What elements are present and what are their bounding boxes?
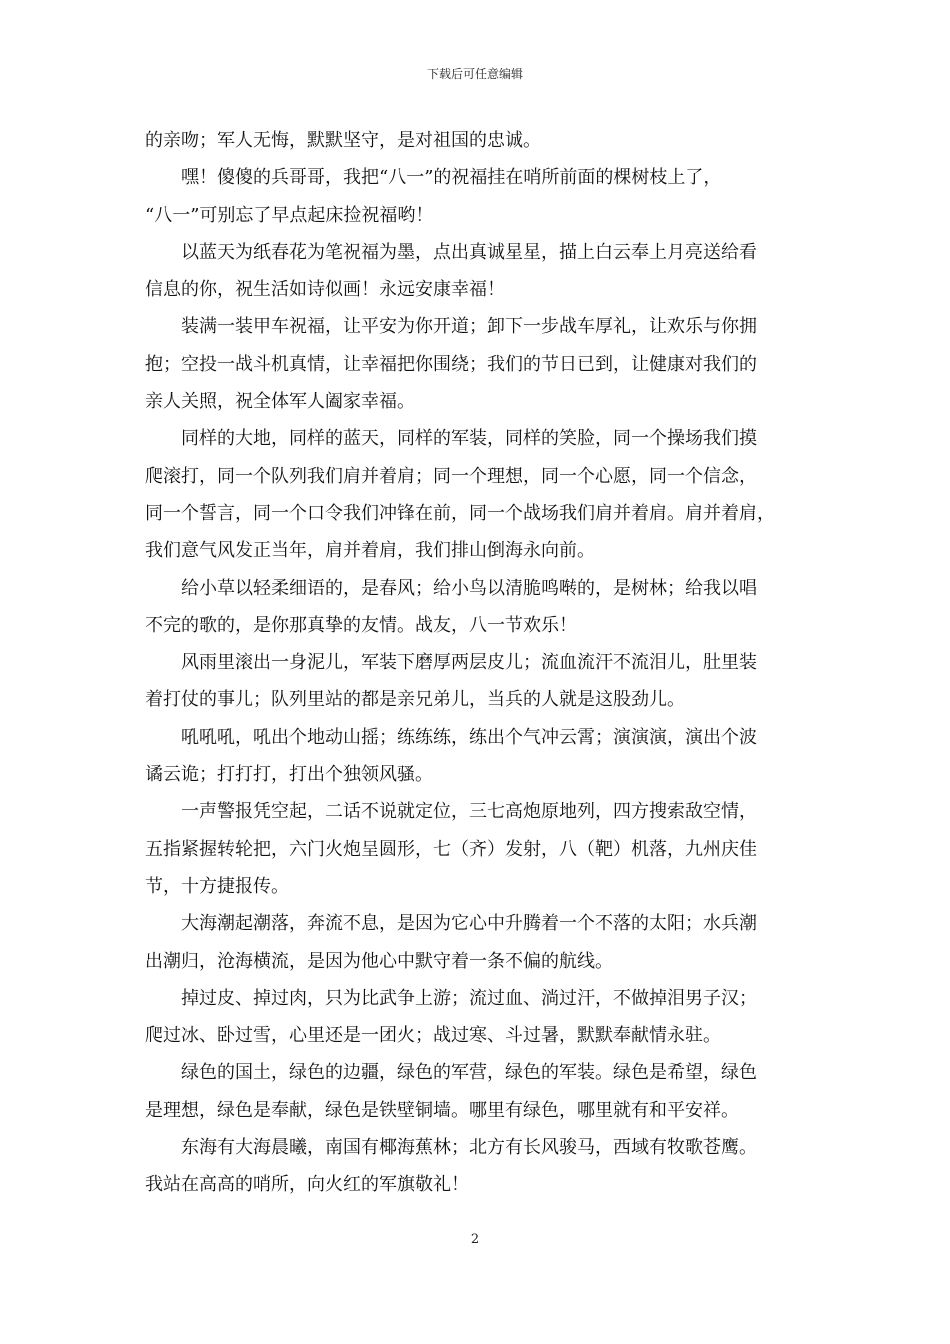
text-line: 给小草以轻柔细语的，是春风；给小鸟以清脆鸣啭的，是树林；给我以唱 xyxy=(181,577,757,599)
text-line: 是理想，绿色是奉献，绿色是铁壁铜墙。哪里有绿色，哪里就有和平安祥。 xyxy=(145,1099,739,1121)
text-line: 着打仗的事儿；队列里站的都是亲兄弟儿，当兵的人就是这股劲儿。 xyxy=(145,689,685,711)
text-line: 绿色的国土，绿色的边疆，绿色的军营，绿色的军装。绿色是希望，绿色 xyxy=(181,1062,757,1084)
document-body xyxy=(145,122,813,1204)
page-header: 下载后可任意编辑 xyxy=(426,67,523,81)
text-line: 亲人关照，祝全体军人阖家幸福。 xyxy=(145,391,415,413)
text-line: 不完的歌的，是你那真挚的友情。战友，八一节欢乐！ xyxy=(145,614,577,636)
text-line: 东海有大海晨曦，南国有椰海蕉林；北方有长风骏马，西域有牧歌苍鹰。 xyxy=(181,1137,757,1159)
text-line: 我们意气风发正当年，肩并着肩，我们排山倒海永向前。 xyxy=(145,540,595,562)
text-line: 以蓝天为纸春花为笔祝福为墨，点出真诚星星，描上白云奉上月亮送给看 xyxy=(181,241,757,263)
text-line: “八一”可别忘了早点起床捡祝福哟！ xyxy=(145,204,434,226)
text-line: 爬滚打，同一个队列我们肩并着肩；同一个理想，同一个心愿，同一个信念， xyxy=(145,465,757,487)
text-line: 掉过皮、掉过肉，只为比武争上游；流过血、淌过汗，不做掉泪男子汉； xyxy=(181,987,757,1009)
text-line: 抱；空投一战斗机真情，让幸福把你围绕；我们的节日已到，让健康对我们的 xyxy=(145,353,757,375)
text-line: 同样的大地，同样的蓝天，同样的军装，同样的笑脸，同一个操场我们摸 xyxy=(181,428,757,450)
text-line: 嘿！傻傻的兵哥哥，我把“八一”的祝福挂在哨所前面的棵树枝上了， xyxy=(181,167,722,189)
text-line: 节，十方捷报传。 xyxy=(145,875,289,897)
text-line: 信息的你，祝生活如诗似画！永远安康幸福！ xyxy=(145,279,505,301)
page-number: 2 xyxy=(470,1232,480,1247)
text-line: 装满一装甲车祝福，让平安为你开道；卸下一步战车厚礼，让欢乐与你拥 xyxy=(181,316,757,338)
text-line: 爬过冰、卧过雪，心里还是一团火；战过寒、斗过暑，默默奉献情永驻。 xyxy=(145,1025,721,1047)
text-line: 出潮归，沧海横流，是因为他心中默守着一条不偏的航线。 xyxy=(145,950,613,972)
text-line: 吼吼吼，吼出个地动山摇；练练练，练出个气冲云霄；演演演，演出个波 xyxy=(181,726,757,748)
text-line: 风雨里滚出一身泥儿，军装下磨厚两层皮儿；流血流汗不流泪儿，肚里装 xyxy=(181,652,757,674)
text-line: 我站在高高的哨所，向火红的军旗敬礼！ xyxy=(145,1174,469,1196)
text-line: 谲云诡；打打打，打出个独领风骚。 xyxy=(145,764,433,786)
text-line: 的亲吻；军人无悔，默默坚守，是对祖国的忠诚。 xyxy=(145,130,541,151)
text-line: 五指紧握转轮把，六门火炮呈圆形，七（齐）发射，八（靶）机落，九州庆佳 xyxy=(145,838,757,860)
text-line: 同一个誓言，同一个口令我们冲锋在前，同一个战场我们肩并着肩。肩并着肩， xyxy=(145,502,775,524)
text-line: 一声警报凭空起，二话不说就定位，三七高炮原地列，四方搜索敌空情， xyxy=(181,801,757,823)
text-line: 大海潮起潮落，奔流不息，是因为它心中升腾着一个不落的太阳；水兵潮 xyxy=(181,913,757,935)
